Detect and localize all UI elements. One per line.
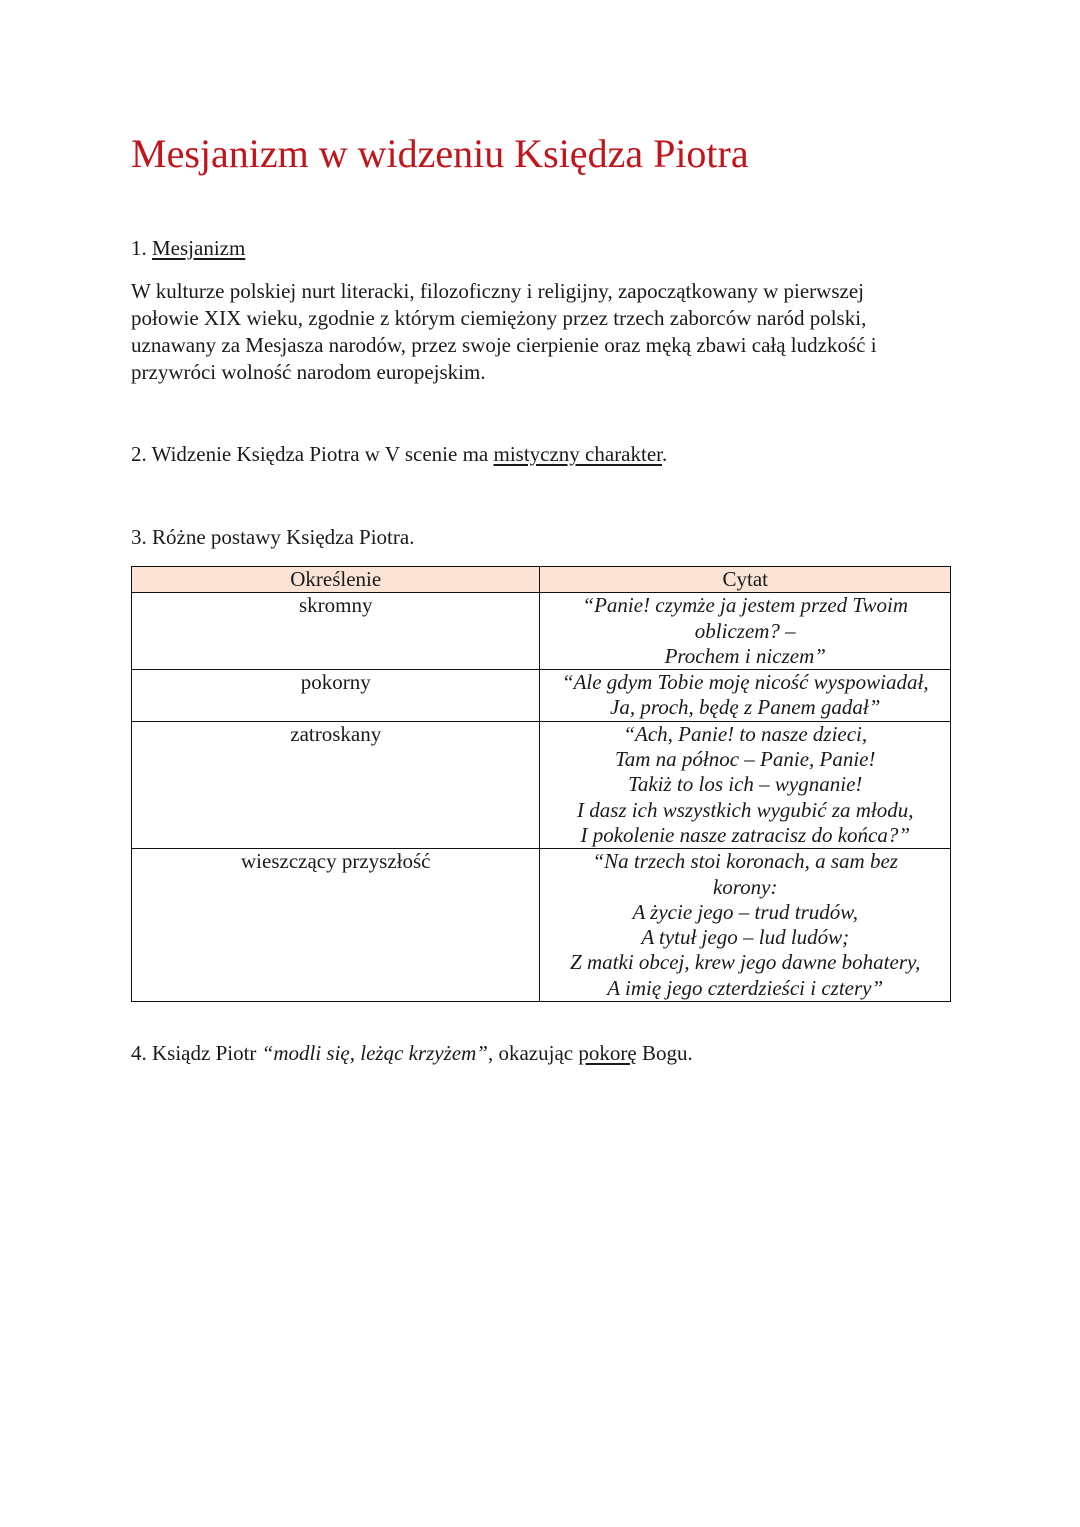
quote-cell — [540, 593, 951, 670]
quote-line: “Panie! czymże ja jestem przed Twoim — [582, 593, 909, 618]
section-2-suffix: . — [662, 442, 668, 466]
section-4-underlined: pokorę — [578, 1041, 637, 1065]
quote-cell — [540, 849, 951, 1002]
term-cell: pokorny — [132, 670, 540, 722]
quote-line: Takiż to los ich – wygnanie! — [628, 772, 863, 797]
quote-cell — [540, 721, 951, 848]
section-3-heading: 3. Różne postawy Księdza Piotra. — [131, 525, 415, 549]
quote-line: Z matki obcej, krew jego dawne bohatery, — [570, 950, 921, 975]
section-4-suffix: Bogu. — [636, 1041, 693, 1065]
section-1-number: 1. — [131, 236, 152, 260]
quote-cell — [540, 670, 951, 722]
page-title: Mesjanizm w widzeniu Księdza Piotra — [131, 131, 749, 176]
column-header-term: Określenie — [132, 567, 540, 593]
section-2-prefix: 2. Widzenie Księdza Piotra w V scenie ma — [131, 442, 494, 466]
column-header-quote: Cytat — [540, 567, 951, 593]
term-cell: wieszczący przyszłość — [132, 849, 540, 1002]
attitudes-table — [131, 566, 951, 1002]
quote-line: “Ach, Panie! to nasze dzieci, — [623, 721, 868, 746]
quote-line: A życie jego – trud trudów, — [632, 899, 859, 924]
table-header-row — [132, 567, 951, 593]
quote-line: korony: — [712, 874, 778, 899]
table-row — [132, 670, 951, 722]
quote-line: obliczem? – — [694, 618, 796, 643]
section-1-definition: W kulturze polskiej nurt literacki, filozoficzny i religijny, zapoczątkowany w pierwszej połowie XIX wieku, zgodnie z którym ciemiężony przez trzech zaborców naród polski, uznawany za Mesjasza narodów, przez swoje cierpienie oraz męką zbawi całą ludzkość i przywróci wolność narodom europejskim. — [131, 279, 877, 384]
quote-line: “Ale gdym Tobie moję nicość wyspowiadał, — [561, 670, 929, 695]
table-row — [132, 721, 951, 848]
quote-line: Tam na północ – Panie, Panie! — [614, 747, 876, 772]
quote-line: Ja, proch, będę z Panem gadał” — [610, 695, 881, 720]
quote-line: I pokolenie nasze zatracisz do końca?” — [580, 822, 911, 847]
quote-line: A tytuł jego – lud ludów; — [641, 925, 850, 950]
quote-line: “Na trzech stoi koronach, a sam bez — [592, 849, 898, 874]
table-row — [132, 849, 951, 1002]
section-2-sentence — [131, 442, 667, 467]
section-1-title: Mesjanizm — [152, 236, 246, 260]
section-4-middle: , okazując — [487, 1041, 579, 1065]
term-cell: skromny — [132, 593, 540, 670]
quote-line: I dasz ich wszystkich wygubić za młodu, — [576, 797, 914, 822]
quote-line: A imię jego czterdzieści i cztery” — [607, 975, 884, 1000]
table-row — [132, 593, 951, 670]
section-2-underlined: mistyczny charakter — [493, 442, 662, 466]
section-1-heading — [131, 236, 245, 261]
quote-line: Prochem i niczem” — [664, 643, 826, 668]
section-4-quote: “modli się, leżąc krzyżem” — [261, 1041, 488, 1065]
section-4-sentence — [131, 1041, 693, 1066]
section-4-prefix: 4. Ksiądz Piotr — [131, 1041, 262, 1065]
term-cell: zatroskany — [132, 721, 540, 848]
